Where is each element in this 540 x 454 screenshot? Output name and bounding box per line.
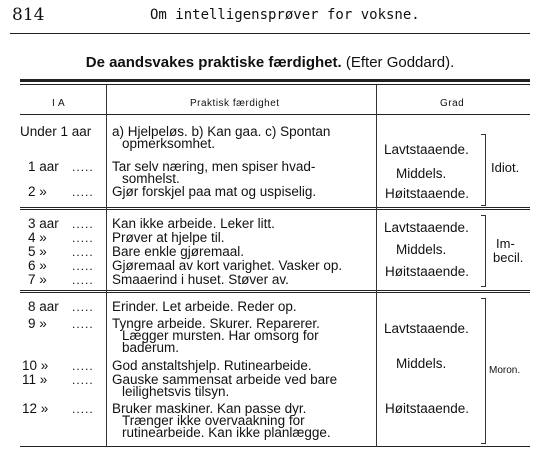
row-skill (112, 218, 275, 230)
row-dots: ..... (72, 231, 94, 245)
row-dots: ..... (72, 217, 94, 231)
row-skill-line: Tyngre arbeide. Skurer. Reparerer. (112, 316, 320, 331)
row-skill-line: Tar selv næring, men spiser hvad- (112, 159, 316, 174)
grade-bracket-imbecil (481, 215, 486, 287)
table-title (0, 54, 540, 71)
class-moron: Moron. (489, 365, 521, 376)
group-rule-1 (20, 207, 530, 208)
row-ia: Under 1 aar (20, 124, 92, 139)
grade-mid: Middels. (396, 356, 447, 371)
running-title: Om intelligensprøver for voksne. (150, 7, 420, 23)
row-dots: ..... (72, 300, 94, 314)
row-skill-line: Trænger ikke overvaakning for (122, 413, 305, 428)
row-skill-line: Bruker maskiner. Kan passe dyr. (112, 401, 307, 416)
grade-bracket-idiot (481, 134, 486, 206)
col-header-grade: Grad (440, 98, 465, 109)
row-ia: 2 » (28, 184, 47, 199)
row-skill-line: rutinearbeide. Kan ikke planlægge. (122, 425, 331, 440)
row-skill-line: God anstaltshjelp. Rutinearbeide. (112, 358, 312, 373)
grade-mid: Middels. (396, 242, 447, 257)
class-idiot: Idiot. (491, 160, 520, 175)
table-top-rule-thick (20, 79, 530, 82)
class-imbecil-part2: becil. (493, 250, 524, 265)
row-skill-line: Prøver at hjelpe til. (112, 230, 225, 245)
row-skill-line: somhelst. (122, 171, 180, 186)
group-rule-2 (20, 290, 530, 291)
row-dots: ..... (72, 402, 94, 416)
class-imbecil-part1: Im- (496, 236, 515, 251)
row-ia: 1 aar (28, 159, 59, 174)
row-skill-line: Gjøremaal av kort varighet. Vasker op. (112, 258, 343, 273)
grade-high: Høitstaaende. (385, 401, 470, 416)
header-rule (10, 33, 530, 34)
grade-high: Høitstaaende. (385, 186, 470, 201)
row-ia: 11 » (22, 372, 48, 387)
table-bottom-rule (20, 446, 530, 447)
row-skill (112, 260, 342, 272)
row-dots: ..... (72, 317, 94, 331)
grade-low: Lavtstaaende. (384, 220, 469, 235)
group-rule-2b (20, 292, 530, 293)
row-dots: ..... (72, 359, 94, 373)
row-dots: ..... (72, 245, 94, 259)
row-skill-line: Gauske sammensat arbeide ved bare (112, 372, 338, 387)
row-skill (112, 301, 297, 313)
table-title-source: (Efter Goddard). (345, 54, 455, 71)
row-skill-line: Bare enkle gjøremaal. (112, 244, 245, 259)
table-title-main: De aandsvakes praktiske færdighet. (85, 54, 342, 71)
row-skill-line: a) Hjelpeløs. b) Kan gaa. c) Spontan (112, 124, 331, 139)
row-skill-line: baderum. (122, 340, 180, 355)
row-skill-line: leilighetsvis tilsyn. (122, 384, 230, 399)
row-skill (112, 186, 316, 198)
header-bottom-rule (20, 114, 530, 115)
row-skill (112, 403, 331, 439)
row-ia: 9 » (28, 316, 47, 331)
col-header-ia: I A (52, 98, 66, 109)
row-dots: ..... (72, 373, 94, 387)
row-skill-line: Kan ikke arbeide. Leker litt. (112, 216, 275, 231)
group-rule-1b (20, 209, 530, 210)
row-ia: 10 » (22, 358, 49, 373)
row-skill (112, 374, 337, 398)
row-ia: 8 aar (28, 299, 59, 314)
row-skill (112, 126, 330, 150)
row-skill-line: Gjør forskjel paa mat og uspiselig. (112, 184, 317, 199)
row-skill-line: Lægger mursten. Har omsorg for (122, 328, 319, 343)
row-skill-line: Smaaerind i huset. Støver av. (112, 272, 289, 287)
row-skill-line: opmerksomhet. (122, 136, 216, 151)
row-dots: ..... (72, 160, 94, 174)
col-header-skill: Praktisk færdighet (190, 98, 280, 109)
grade-low: Lavtstaaende. (384, 142, 469, 157)
row-dots: ..... (72, 273, 94, 287)
row-ia: 4 » (28, 230, 47, 245)
row-ia: 6 » (28, 258, 47, 273)
page-number: 814 (12, 5, 45, 25)
row-skill (112, 318, 320, 354)
grade-bracket-moron (481, 298, 486, 444)
row-ia: 5 » (28, 244, 47, 259)
col-divider-1 (106, 85, 107, 447)
row-skill (112, 360, 312, 372)
row-dots: ..... (72, 259, 94, 273)
row-skill-line: Erinder. Let arbeide. Reder op. (112, 299, 297, 314)
row-ia: 7 » (28, 272, 47, 287)
row-skill (112, 161, 315, 185)
grade-low: Lavtstaaende. (384, 321, 469, 336)
row-dots: ..... (72, 185, 94, 199)
row-ia: 3 aar (28, 216, 59, 231)
table-top-rule-thin (20, 84, 530, 85)
grade-high: Høitstaaende. (385, 264, 470, 279)
row-skill (112, 246, 244, 258)
grade-mid: Middels. (396, 166, 447, 181)
row-skill (112, 274, 289, 286)
row-skill (112, 232, 225, 244)
col-divider-2 (376, 85, 377, 447)
row-ia: 12 » (22, 401, 49, 416)
